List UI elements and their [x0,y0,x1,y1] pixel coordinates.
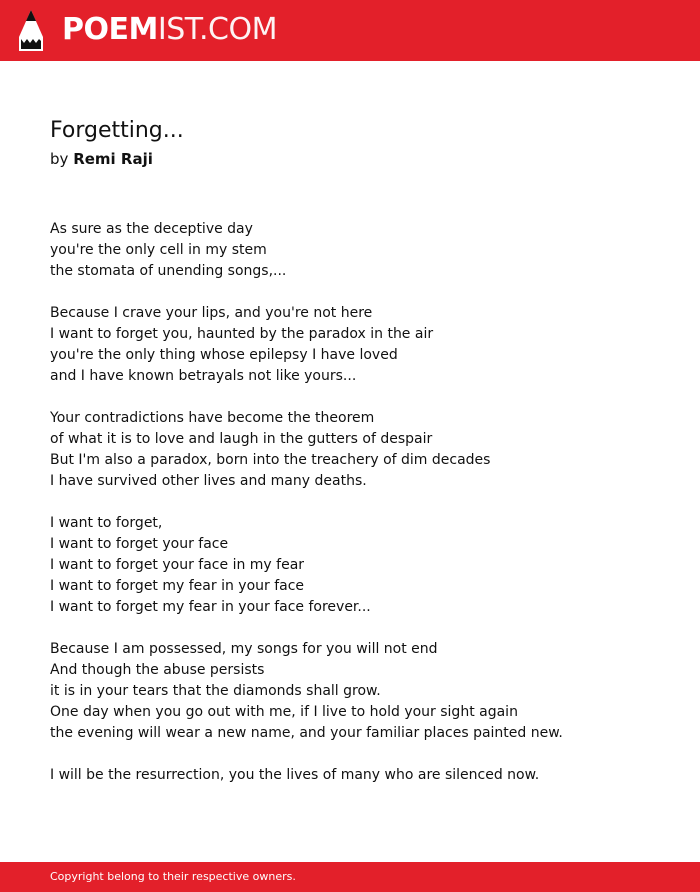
stanza [50,639,670,744]
pencil-icon[interactable] [19,10,43,51]
poem-title: Forgetting... [50,118,184,143]
poem-line: I want to forget your face [50,536,229,552]
copyright-notice: Copyright belong to their respective owners. [50,870,296,883]
poem-line: I want to forget my fear in your face [50,578,305,594]
poem-line: I want to forget my fear in your face forever... [50,599,371,615]
by-label: by [50,150,69,168]
poem-line: you're the only cell in my stem [50,242,267,258]
poem-line: it is in your tears that the diamonds shall grow. [50,683,381,699]
poem-line: One day when you go out with me, if I live to hold your sight again [50,704,518,720]
poem-line: the stomata of unending songs,... [50,263,287,279]
poem-line: of what it is to love and laugh in the gutters of despair [50,431,433,447]
poem-line: I will be the resurrection, you the lives of many who are silenced now. [50,767,540,783]
poem-line: Because I am possessed, my songs for you will not end [50,641,438,657]
stanza [50,513,670,618]
stanza [50,765,670,786]
author-name: Remi Raji [73,150,153,168]
poem-line: Your contradictions have become the theorem [50,410,375,426]
byline [50,148,153,170]
poem-line: I want to forget your face in my fear [50,557,305,573]
site-logo[interactable] [62,11,277,49]
poem-line: As sure as the deceptive day [50,221,253,237]
stanza [50,408,670,492]
site-header [0,0,700,61]
poem-line: And though the abuse persists [50,662,265,678]
poem-line: I want to forget you, haunted by the paradox in the air [50,326,434,342]
poem-line: and I have known betrayals not like yours... [50,368,357,384]
poem-line: Because I crave your lips, and you're not here [50,305,373,321]
logo-light-text: IST.COM [157,12,277,47]
stanza [50,219,670,282]
poem-line: I have survived other lives and many deaths. [50,473,367,489]
poem-line: the evening will wear a new name, and your familiar places painted new. [50,725,563,741]
poem-line: you're the only thing whose epilepsy I have loved [50,347,398,363]
logo-bold-text: POEM [62,12,158,47]
site-footer [0,862,700,892]
poem-line: I want to forget, [50,515,163,531]
stanza [50,303,670,387]
poem-line: But I'm also a paradox, born into the treachery of dim decades [50,452,491,468]
poem-body [50,219,670,807]
